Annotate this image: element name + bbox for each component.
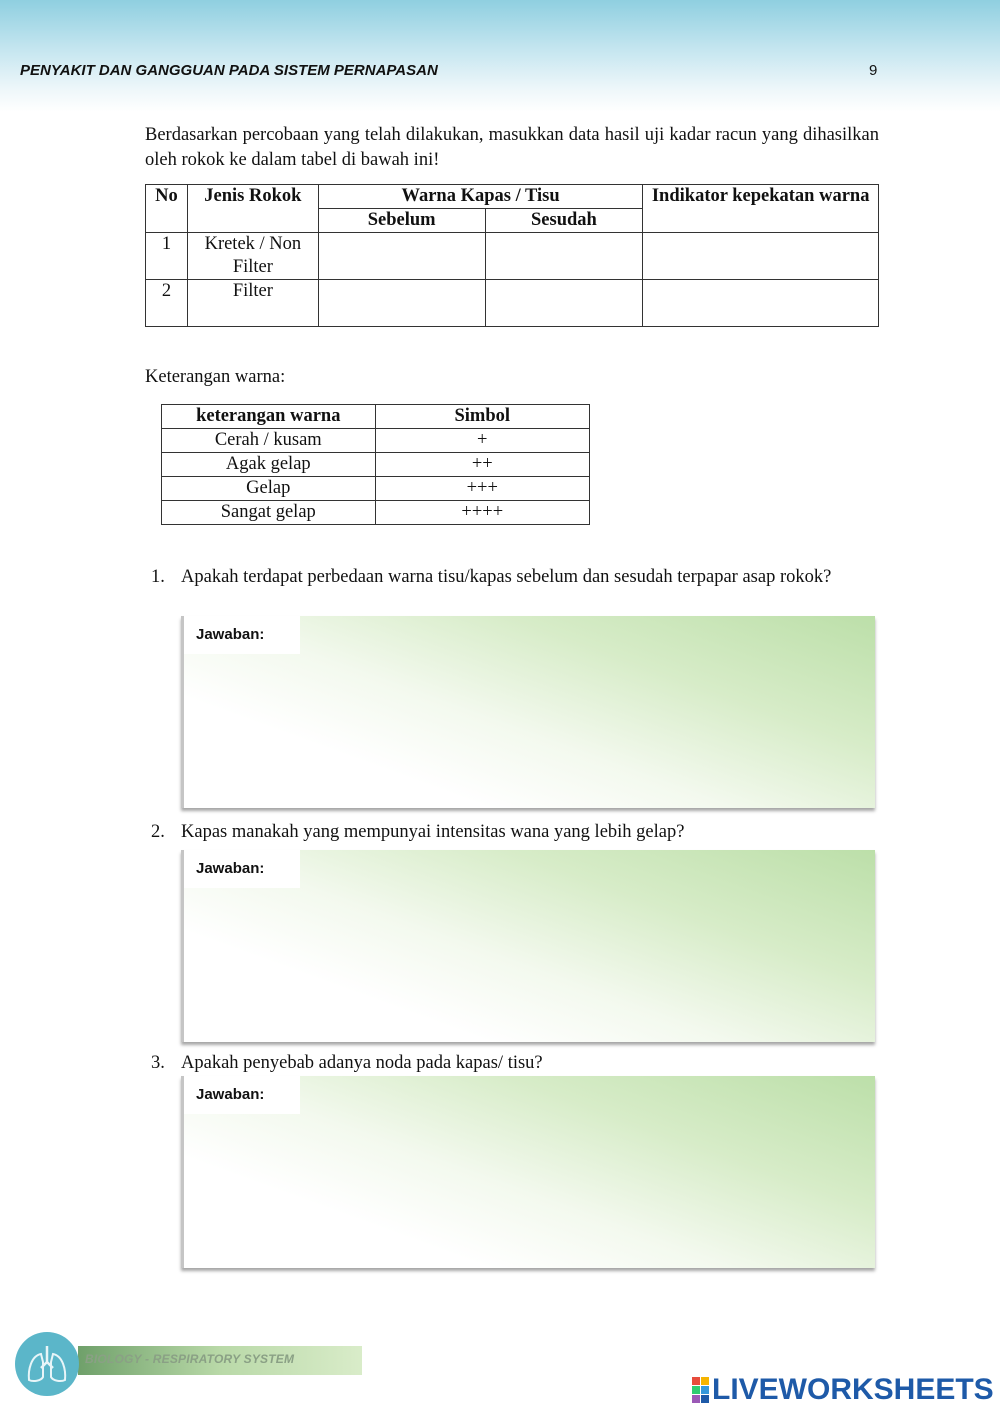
- legend-row: [162, 501, 590, 525]
- legend-desc: Cerah / kusam: [162, 429, 376, 453]
- legend-desc: Agak gelap: [162, 453, 376, 477]
- lungs-icon: [15, 1332, 79, 1396]
- answer-box-3[interactable]: [181, 1076, 875, 1268]
- legend-label: Keterangan warna:: [145, 367, 286, 387]
- page-number: 9: [869, 62, 878, 79]
- question-number: 2.: [151, 822, 165, 842]
- liveworksheets-logo-icon: [692, 1377, 710, 1403]
- cell-no: 2: [146, 280, 188, 327]
- cell-indicator-input[interactable]: [643, 233, 879, 280]
- liveworksheets-brand[interactable]: LIVEWORKSHEETS: [712, 1373, 994, 1406]
- question-number: 3.: [151, 1053, 165, 1073]
- legend-row: [162, 453, 590, 477]
- cell-after-input[interactable]: [485, 233, 643, 280]
- footer-subject: BIOLOGY - RESPIRATORY SYSTEM: [85, 1352, 295, 1366]
- cell-type: Kretek / Non Filter: [187, 233, 318, 280]
- legend-symbol: +++: [375, 477, 589, 501]
- answer-box-1[interactable]: [181, 616, 875, 808]
- question-text: Apakah terdapat perbedaan warna tisu/kapas sebelum dan sesudah terpapar asap rokok?: [181, 567, 832, 587]
- legend-desc: Sangat gelap: [162, 501, 376, 525]
- table-row: [146, 233, 879, 280]
- legend-col-desc: keterangan warna: [162, 405, 376, 429]
- col-header-no: No: [146, 185, 188, 233]
- col-header-type: Jenis Rokok: [187, 185, 318, 233]
- legend-col-symbol: Simbol: [375, 405, 589, 429]
- chapter-title: PENYAKIT DAN GANGGUAN PADA SISTEM PERNAPASAN: [20, 62, 438, 79]
- answer-label: Jawaban:: [184, 1076, 300, 1114]
- answer-label: Jawaban:: [184, 850, 300, 888]
- cell-indicator-input[interactable]: [643, 280, 879, 327]
- legend-row: [162, 429, 590, 453]
- question-2: [151, 820, 871, 845]
- question-number: 1.: [151, 567, 165, 587]
- instructions-text: Berdasarkan percobaan yang telah dilakukan, masukkan data hasil uji kadar racun yang dihasilkan oleh rokok ke dalam tabel di bawah ini!: [145, 125, 879, 170]
- answer-label: Jawaban:: [184, 616, 300, 654]
- question-text: Apakah penyebab adanya noda pada kapas/ tisu?: [181, 1053, 543, 1073]
- question-3: [151, 1051, 871, 1076]
- cell-type: Filter: [187, 280, 318, 327]
- legend-symbol: +: [375, 429, 589, 453]
- legend-desc: Gelap: [162, 477, 376, 501]
- legend-symbol: ++: [375, 453, 589, 477]
- cell-before-input[interactable]: [318, 280, 485, 327]
- legend-symbol: ++++: [375, 501, 589, 525]
- cell-after-input[interactable]: [485, 280, 643, 327]
- legend-row: [162, 477, 590, 501]
- legend-table: [161, 404, 590, 525]
- col-header-color: Warna Kapas / Tisu: [318, 185, 643, 209]
- header-band: [0, 0, 1000, 112]
- results-table: [145, 184, 879, 327]
- question-1: [151, 565, 871, 590]
- col-header-before: Sebelum: [318, 209, 485, 233]
- col-header-indicator: Indikator kepekatan warna: [643, 185, 879, 233]
- col-header-after: Sesudah: [485, 209, 643, 233]
- cell-no: 1: [146, 233, 188, 280]
- cell-before-input[interactable]: [318, 233, 485, 280]
- question-text: Kapas manakah yang mempunyai intensitas wana yang lebih gelap?: [181, 822, 685, 842]
- answer-box-2[interactable]: [181, 850, 875, 1042]
- table-row: [146, 280, 879, 327]
